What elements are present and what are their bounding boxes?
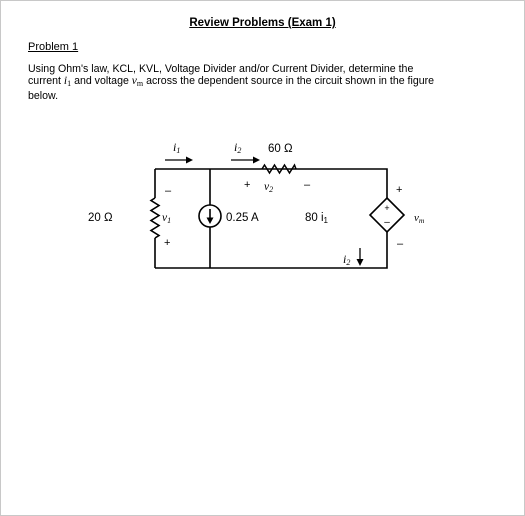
i2-bottom-label — [343, 252, 350, 267]
page-title: Review Problems (Exam 1) — [189, 17, 336, 29]
var-i1-subscript: 1 — [67, 79, 72, 89]
statement-line-3: below. — [28, 90, 59, 103]
r1-label: 20 Ω — [88, 212, 113, 224]
i2-top-symbol: i — [234, 140, 238, 154]
v1-minus: – — [165, 185, 172, 197]
v1-subscript: 1 — [167, 216, 172, 225]
i2-bottom-arrow-head — [357, 259, 364, 266]
var-i1-symbol: i — [63, 75, 68, 88]
statement-line-1: Using Ohm's law, KCL, KVL, Voltage Divider and/or Current Divider, determine the — [28, 63, 414, 75]
v2-subscript: 2 — [269, 185, 274, 194]
dep-source-plus: + — [384, 203, 390, 213]
vm-minus: – — [397, 238, 404, 250]
i1-arrow-head — [186, 157, 193, 164]
v2-plus: + — [244, 179, 251, 191]
problem-label: Problem 1 — [28, 41, 79, 53]
vm-label — [414, 212, 425, 225]
v2-label — [264, 181, 273, 194]
i2-top-label — [234, 140, 241, 155]
vm-symbol: v — [414, 212, 419, 224]
i2-arrow-head — [253, 157, 260, 164]
statement-text: across the dependent source in the circuit shown in the figure — [143, 75, 435, 88]
i1-subscript: 1 — [176, 146, 181, 155]
i2-top-subscript: 2 — [237, 146, 242, 155]
i1-label — [173, 140, 180, 155]
var-vm-subscript: m — [136, 79, 144, 89]
v1-label — [162, 212, 171, 225]
statement-text: and voltage — [71, 75, 132, 88]
resistor-20-ohm — [151, 198, 159, 238]
vm-plus: + — [396, 184, 403, 196]
v1-symbol: v — [162, 212, 168, 224]
current-source-label: 0.25 A — [226, 212, 259, 224]
v1-plus: + — [164, 237, 171, 249]
statement-text: current — [28, 75, 64, 88]
dep-source-subscript: 1 — [323, 216, 328, 225]
var-vm-symbol: v — [131, 75, 137, 88]
i2-bottom-symbol: i — [343, 252, 347, 266]
dep-source-label — [305, 212, 329, 225]
dep-source-minus: – — [384, 217, 390, 228]
dep-source-coeff: 80 i — [305, 212, 324, 224]
v2-symbol: v — [264, 181, 270, 193]
i1-symbol: i — [173, 140, 177, 154]
bottom-wire — [155, 232, 387, 268]
i2-bottom-subscript: 2 — [346, 258, 351, 267]
r2-label: 60 Ω — [268, 143, 293, 155]
vm-subscript: m — [418, 216, 425, 225]
v2-minus: – — [304, 179, 311, 191]
